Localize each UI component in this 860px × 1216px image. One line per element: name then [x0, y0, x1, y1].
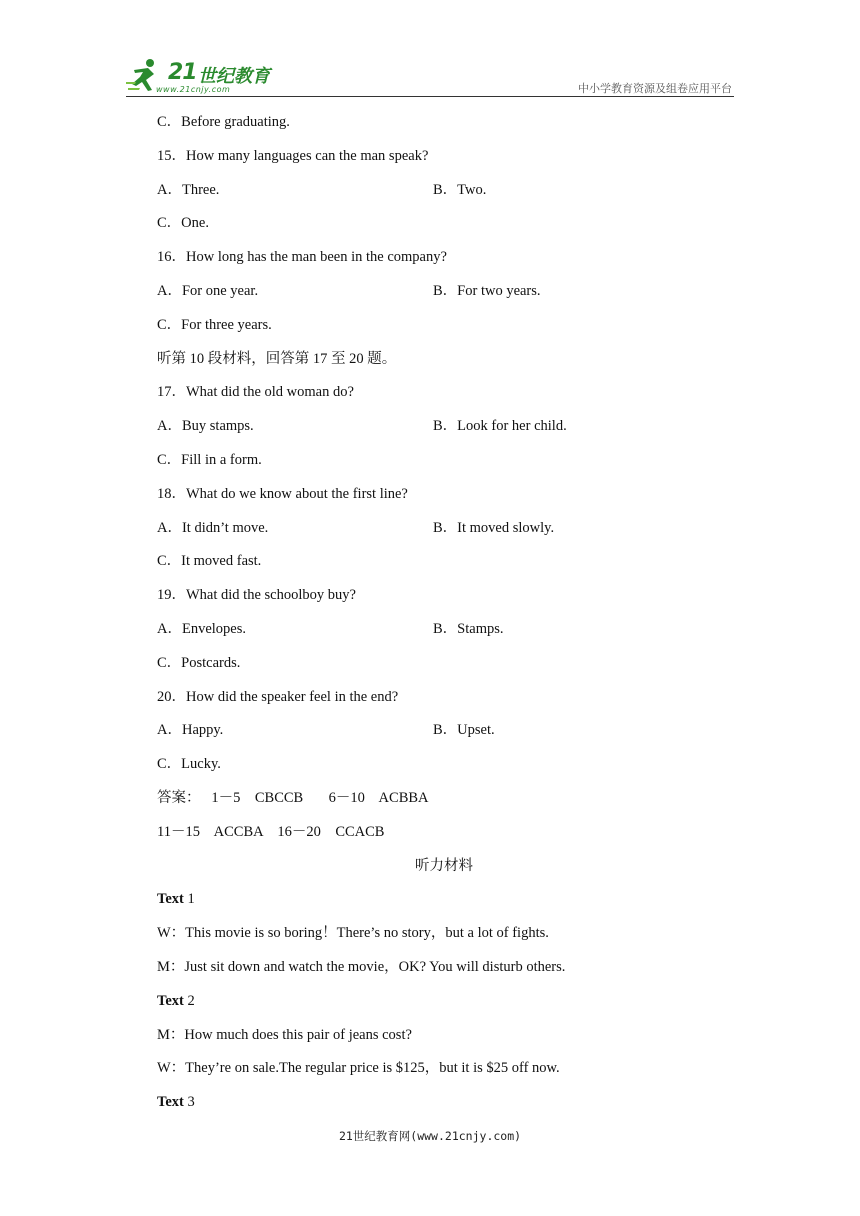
- dialogue-line: W：This movie is so boring！There’s no story，but a lot of fights.: [157, 925, 549, 942]
- options-row: [157, 275, 757, 309]
- header-tagline: 中小学教育资源及组卷应用平台: [578, 82, 732, 95]
- option-c: C．For three years.: [157, 316, 272, 333]
- text-number: 1: [183, 891, 195, 908]
- option-c: C．Postcards.: [157, 654, 241, 671]
- option-a: A．Envelopes.: [157, 620, 246, 637]
- header-divider: [126, 96, 734, 97]
- options-row: [157, 613, 757, 647]
- question-17: 17．What did the old woman do?: [157, 384, 354, 401]
- option-c: C．It moved fast.: [157, 553, 262, 570]
- text-label: Text: [157, 1094, 184, 1111]
- question-18: 18．What do we know about the first line?: [157, 485, 408, 502]
- option-b: B．Two.: [433, 181, 487, 198]
- option-b: B．Upset.: [433, 722, 495, 739]
- options-row: [157, 512, 757, 546]
- section-instruction: 听第 10 段材料，回答第 17 至 20 题。: [157, 350, 397, 367]
- site-logo[interactable]: [126, 58, 286, 96]
- page-header: [126, 56, 734, 98]
- dialogue-line: W：They’re on sale.The regular price is $125，but it is $25 off now.: [157, 1060, 560, 1077]
- option-c: C．One.: [157, 215, 209, 232]
- material-title: 听力材料: [415, 857, 473, 874]
- logo-url: www.21cnjy.com: [156, 85, 231, 94]
- options-row: [157, 714, 757, 748]
- page-footer: 21世纪教育网(www.21cnjy.com): [338, 1129, 522, 1143]
- option-a: A．For one year.: [157, 282, 259, 299]
- answer-key-line-1: 答案： 1－5 CBCCB 6－10 ACBBA: [157, 789, 429, 806]
- dialogue-line: M：Just sit down and watch the movie，OK? You will disturb others.: [157, 958, 566, 975]
- option-a: A．Buy stamps.: [157, 418, 254, 435]
- logo-number: 21: [168, 60, 197, 85]
- text-number: 2: [183, 992, 195, 1009]
- option-a: A．Three.: [157, 181, 220, 198]
- option-b: B．It moved slowly.: [433, 519, 555, 536]
- document-body: [157, 106, 757, 1120]
- text-heading-3: [157, 1086, 757, 1120]
- text-number: 3: [183, 1094, 195, 1111]
- answer-key-line-2: 11－15 ACCBA 16－20 CCACB: [157, 823, 385, 840]
- question-16: 16．How long has the man been in the company?: [157, 249, 447, 266]
- options-row: [157, 410, 757, 444]
- text-heading-1: [157, 883, 757, 917]
- text-label: Text: [157, 891, 184, 908]
- question-15: 15．How many languages can the man speak?: [157, 147, 429, 164]
- question-19: 19．What did the schoolboy buy?: [157, 587, 356, 604]
- option-b: B．Look for her child.: [433, 418, 567, 435]
- options-row: [157, 174, 757, 208]
- option-line: C．Before graduating.: [157, 114, 290, 130]
- option-a: A．It didn’t move.: [157, 519, 269, 536]
- text-label: Text: [157, 992, 184, 1009]
- option-a: A．Happy.: [157, 722, 224, 739]
- question-20: 20．How did the speaker feel in the end?: [157, 688, 399, 705]
- text-heading-2: [157, 985, 757, 1019]
- option-c: C．Fill in a form.: [157, 451, 262, 468]
- option-c: C．Lucky.: [157, 756, 221, 773]
- option-b: B．For two years.: [433, 282, 541, 299]
- option-b: B．Stamps.: [433, 620, 504, 637]
- logo-text: 世纪教育: [198, 66, 270, 87]
- dialogue-line: M：How much does this pair of jeans cost?: [157, 1026, 412, 1043]
